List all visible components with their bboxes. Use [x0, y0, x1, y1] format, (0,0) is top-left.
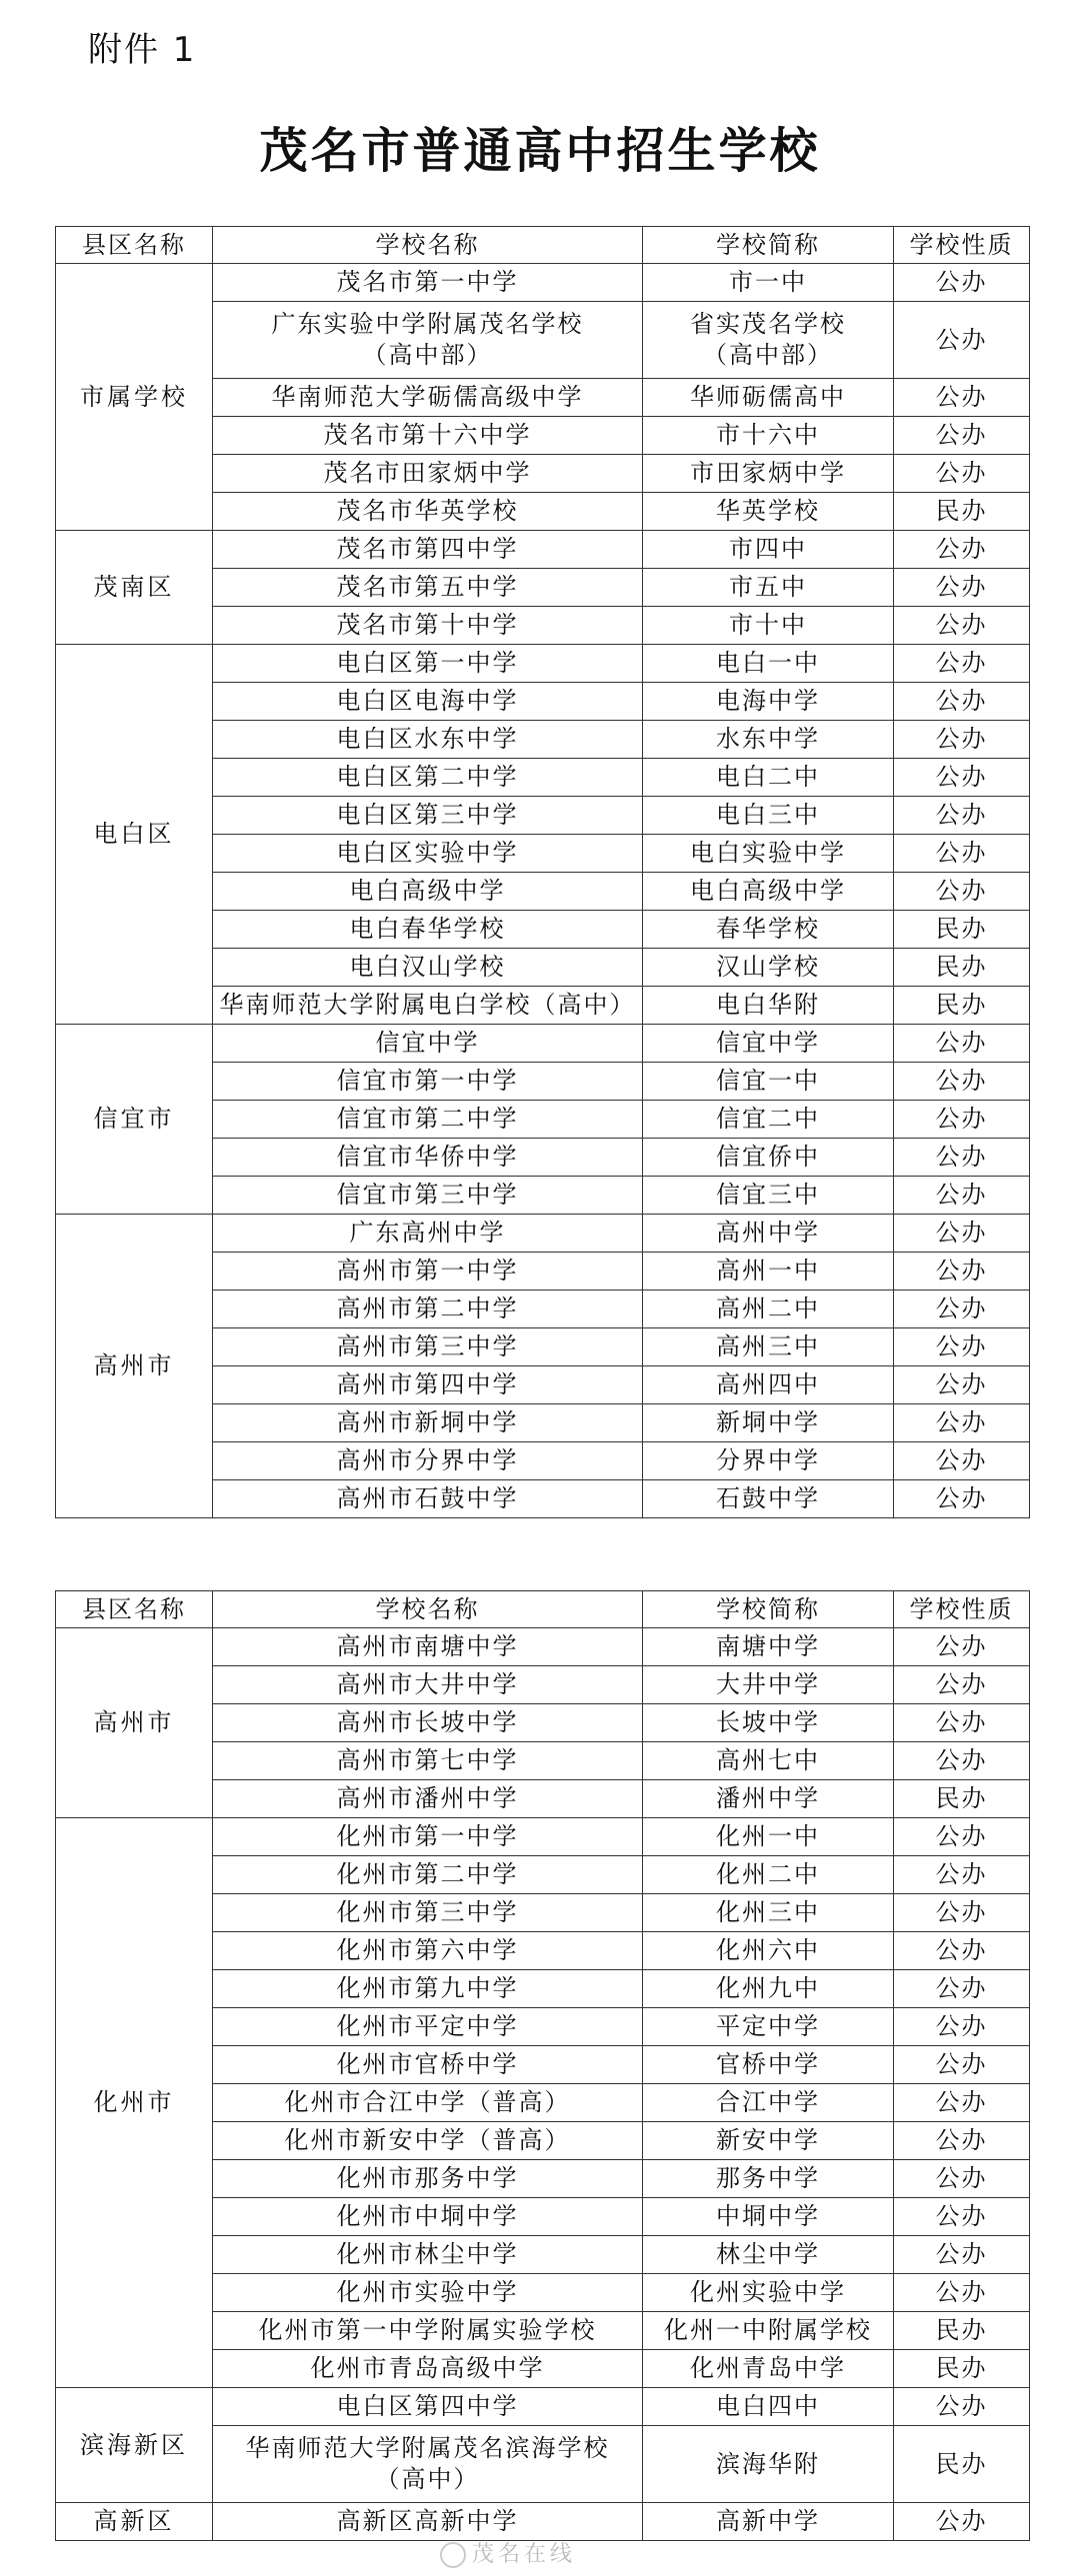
school-name-cell: 高州市大井中学	[213, 1666, 643, 1704]
school-short-name-cell: 那务中学	[643, 2160, 894, 2198]
school-name-cell: 高州市第三中学	[213, 1328, 643, 1366]
district-cell: 滨海新区	[56, 2388, 213, 2503]
school-name-cell: 高州市石鼓中学	[213, 1480, 643, 1518]
school-short-name-cell: 化州三中	[643, 1894, 894, 1932]
school-type-cell: 公办	[894, 2236, 1030, 2274]
school-name-cell: 高州市第四中学	[213, 1366, 643, 1404]
school-short-name-cell: 化州九中	[643, 1970, 894, 2008]
school-short-name-cell: 中垌中学	[643, 2198, 894, 2236]
school-name-cell: 电白高级中学	[213, 873, 643, 911]
col-header-school-name: 学校名称	[213, 227, 643, 264]
school-type-cell: 公办	[894, 2160, 1030, 2198]
school-type-cell: 公办	[894, 2198, 1030, 2236]
school-type-cell: 公办	[894, 379, 1030, 417]
school-type-cell: 公办	[894, 1742, 1030, 1780]
page-title: 茂名市普通高中招生学校	[259, 123, 821, 179]
school-name-cell: 高州市分界中学	[213, 1442, 643, 1480]
school-type-cell: 公办	[894, 873, 1030, 911]
school-name-cell: 华南师范大学附属茂名滨海学校 （高中）	[213, 2426, 643, 2503]
school-short-name-cell: 电白高级中学	[643, 873, 894, 911]
school-type-cell: 民办	[894, 949, 1030, 987]
school-type-cell: 民办	[894, 2312, 1030, 2350]
school-type-cell: 公办	[894, 645, 1030, 683]
school-short-name-cell: 化州一中	[643, 1818, 894, 1856]
school-type-cell: 公办	[894, 455, 1030, 493]
col-header-short-name: 学校简称	[643, 227, 894, 264]
school-short-name-cell: 高州三中	[643, 1328, 894, 1366]
school-name-cell: 华南师范大学附属电白学校（高中）	[213, 987, 643, 1025]
school-name-cell: 信宜市第一中学	[213, 1063, 643, 1101]
school-name-cell: 化州市第二中学	[213, 1856, 643, 1894]
school-type-cell: 公办	[894, 607, 1030, 645]
district-cell: 化州市	[56, 1818, 213, 2388]
school-short-name-cell: 南塘中学	[643, 1628, 894, 1666]
school-name-cell: 化州市那务中学	[213, 2160, 643, 2198]
school-type-cell: 公办	[894, 1704, 1030, 1742]
school-short-name-cell: 林尘中学	[643, 2236, 894, 2274]
school-name-cell: 化州市官桥中学	[213, 2046, 643, 2084]
school-type-cell: 公办	[894, 1025, 1030, 1063]
school-short-name-cell: 市十六中	[643, 417, 894, 455]
school-name-cell: 信宜市第三中学	[213, 1177, 643, 1215]
school-type-cell: 公办	[894, 2008, 1030, 2046]
school-short-name-cell: 高州七中	[643, 1742, 894, 1780]
school-short-name-cell: 高新中学	[643, 2503, 894, 2541]
school-short-name-cell: 春华学校	[643, 911, 894, 949]
school-short-name-cell: 水东中学	[643, 721, 894, 759]
schools-table-1	[55, 226, 1030, 1518]
school-name-cell: 信宜市华侨中学	[213, 1139, 643, 1177]
school-short-name-cell: 潘州中学	[643, 1780, 894, 1818]
school-name-cell: 高州市第一中学	[213, 1253, 643, 1290]
school-short-name-cell: 市田家炳中学	[643, 455, 894, 493]
school-short-name-cell: 电海中学	[643, 683, 894, 721]
school-type-cell: 公办	[894, 1666, 1030, 1704]
school-name-cell: 高新区高新中学	[213, 2503, 643, 2541]
school-name-cell: 化州市林尘中学	[213, 2236, 643, 2274]
col-header-school-type: 学校性质	[894, 227, 1030, 264]
school-name-cell: 信宜市第二中学	[213, 1101, 643, 1139]
school-name-cell: 高州市第二中学	[213, 1290, 643, 1328]
school-type-cell: 民办	[894, 2350, 1030, 2388]
school-type-cell: 公办	[894, 1442, 1030, 1480]
school-name-cell: 电白区第二中学	[213, 759, 643, 797]
col-header-short-name: 学校简称	[643, 1591, 894, 1628]
school-short-name-cell: 化州实验中学	[643, 2274, 894, 2312]
table-row	[56, 264, 1030, 302]
district-cell: 茂南区	[56, 531, 213, 645]
col-header-district: 县区名称	[56, 227, 213, 264]
district-cell: 电白区	[56, 645, 213, 1025]
school-type-cell: 公办	[894, 264, 1030, 302]
school-name-cell: 化州市新安中学（普高）	[213, 2122, 643, 2160]
school-name-cell: 化州市实验中学	[213, 2274, 643, 2312]
school-type-cell: 民办	[894, 911, 1030, 949]
table-row	[56, 1818, 1030, 1856]
school-type-cell: 公办	[894, 797, 1030, 835]
school-name-cell: 茂名市田家炳中学	[213, 455, 643, 493]
school-name-cell: 茂名市华英学校	[213, 493, 643, 531]
table-row	[56, 645, 1030, 683]
school-name-cell: 电白汉山学校	[213, 949, 643, 987]
school-short-name-cell: 平定中学	[643, 2008, 894, 2046]
school-type-cell: 公办	[894, 835, 1030, 873]
school-short-name-cell: 分界中学	[643, 1442, 894, 1480]
table-row	[56, 531, 1030, 569]
school-short-name-cell: 电白四中	[643, 2388, 894, 2426]
school-short-name-cell: 高州二中	[643, 1290, 894, 1328]
attachment-label: 附件 1	[88, 30, 197, 70]
district-cell: 高州市	[56, 1628, 213, 1818]
school-short-name-cell: 电白华附	[643, 987, 894, 1025]
school-name-cell: 高州市潘州中学	[213, 1780, 643, 1818]
school-name-cell: 高州市新垌中学	[213, 1404, 643, 1442]
school-name-cell: 高州市长坡中学	[213, 1704, 643, 1742]
school-short-name-cell: 汉山学校	[643, 949, 894, 987]
school-short-name-cell: 华英学校	[643, 493, 894, 531]
watermark-logo-icon	[440, 2542, 466, 2568]
watermark	[440, 2537, 576, 2568]
school-type-cell: 公办	[894, 1818, 1030, 1856]
school-name-cell: 化州市第三中学	[213, 1894, 643, 1932]
school-short-name-cell: 电白二中	[643, 759, 894, 797]
school-name-cell: 广东实验中学附属茂名学校 （高中部）	[213, 302, 643, 379]
school-type-cell: 公办	[894, 2122, 1030, 2160]
school-type-cell: 公办	[894, 1253, 1030, 1290]
school-short-name-cell: 信宜三中	[643, 1177, 894, 1215]
school-name-cell: 茂名市第四中学	[213, 531, 643, 569]
school-type-cell: 公办	[894, 1932, 1030, 1970]
schools-table-2	[55, 1590, 1030, 2541]
school-type-cell: 民办	[894, 2426, 1030, 2503]
school-type-cell: 公办	[894, 1101, 1030, 1139]
district-cell: 高新区	[56, 2503, 213, 2541]
school-short-name-cell: 化州一中附属学校	[643, 2312, 894, 2350]
school-short-name-cell: 信宜中学	[643, 1025, 894, 1063]
table-row	[56, 1215, 1030, 1253]
school-name-cell: 电白区电海中学	[213, 683, 643, 721]
school-short-name-cell: 市四中	[643, 531, 894, 569]
school-name-cell: 茂名市第十中学	[213, 607, 643, 645]
school-type-cell: 公办	[894, 417, 1030, 455]
col-header-school-name: 学校名称	[213, 1591, 643, 1628]
school-type-cell: 公办	[894, 531, 1030, 569]
table-row	[56, 1025, 1030, 1063]
watermark-text: 茂名在线	[472, 2542, 577, 2567]
school-short-name-cell: 化州青岛中学	[643, 2350, 894, 2388]
school-name-cell: 茂名市第五中学	[213, 569, 643, 607]
school-name-cell: 茂名市第一中学	[213, 264, 643, 302]
school-short-name-cell: 石鼓中学	[643, 1480, 894, 1518]
school-short-name-cell: 滨海华附	[643, 2426, 894, 2503]
school-type-cell: 公办	[894, 1970, 1030, 2008]
school-type-cell: 民办	[894, 987, 1030, 1025]
school-short-name-cell: 新安中学	[643, 2122, 894, 2160]
school-type-cell: 公办	[894, 1215, 1030, 1253]
school-name-cell: 化州市青岛高级中学	[213, 2350, 643, 2388]
school-name-cell: 信宜中学	[213, 1025, 643, 1063]
school-name-cell: 电白区第三中学	[213, 797, 643, 835]
school-short-name-cell: 信宜一中	[643, 1063, 894, 1101]
district-cell: 市属学校	[56, 264, 213, 531]
col-header-district: 县区名称	[56, 1591, 213, 1628]
school-name-cell: 化州市第一中学附属实验学校	[213, 2312, 643, 2350]
school-name-cell: 电白区实验中学	[213, 835, 643, 873]
school-short-name-cell: 电白三中	[643, 797, 894, 835]
school-name-cell: 高州市南塘中学	[213, 1628, 643, 1666]
school-type-cell: 公办	[894, 721, 1030, 759]
school-name-cell: 电白区水东中学	[213, 721, 643, 759]
col-header-school-type: 学校性质	[894, 1591, 1030, 1628]
school-short-name-cell: 官桥中学	[643, 2046, 894, 2084]
school-short-name-cell: 高州四中	[643, 1366, 894, 1404]
school-short-name-cell: 长坡中学	[643, 1704, 894, 1742]
school-short-name-cell: 新垌中学	[643, 1404, 894, 1442]
school-short-name-cell: 省实茂名学校 （高中部）	[643, 302, 894, 379]
school-name-cell: 化州市第六中学	[213, 1932, 643, 1970]
school-type-cell: 公办	[894, 1480, 1030, 1518]
school-short-name-cell: 高州中学	[643, 1215, 894, 1253]
school-name-cell: 化州市第一中学	[213, 1818, 643, 1856]
table-row	[56, 1628, 1030, 1666]
school-type-cell: 公办	[894, 2388, 1030, 2426]
school-name-cell: 华南师范大学砺儒高级中学	[213, 379, 643, 417]
table-header-row	[56, 227, 1030, 264]
school-type-cell: 公办	[894, 1856, 1030, 1894]
school-name-cell: 化州市中垌中学	[213, 2198, 643, 2236]
school-type-cell: 公办	[894, 1894, 1030, 1932]
school-short-name-cell: 信宜侨中	[643, 1139, 894, 1177]
school-type-cell: 民办	[894, 1780, 1030, 1818]
school-type-cell: 公办	[894, 1328, 1030, 1366]
school-type-cell: 公办	[894, 1366, 1030, 1404]
school-short-name-cell: 市五中	[643, 569, 894, 607]
school-short-name-cell: 电白一中	[643, 645, 894, 683]
school-type-cell: 公办	[894, 1628, 1030, 1666]
school-short-name-cell: 化州二中	[643, 1856, 894, 1894]
school-type-cell: 公办	[894, 569, 1030, 607]
school-type-cell: 民办	[894, 493, 1030, 531]
school-name-cell: 化州市合江中学（普高）	[213, 2084, 643, 2122]
school-type-cell: 公办	[894, 1290, 1030, 1328]
school-short-name-cell: 高州一中	[643, 1253, 894, 1290]
school-short-name-cell: 市一中	[643, 264, 894, 302]
school-type-cell: 公办	[894, 683, 1030, 721]
school-name-cell: 广东高州中学	[213, 1215, 643, 1253]
table-header-row	[56, 1591, 1030, 1628]
school-name-cell: 电白春华学校	[213, 911, 643, 949]
school-type-cell: 公办	[894, 302, 1030, 379]
school-type-cell: 公办	[894, 1177, 1030, 1215]
school-type-cell: 公办	[894, 2084, 1030, 2122]
school-short-name-cell: 华师砺儒高中	[643, 379, 894, 417]
table-row	[56, 2388, 1030, 2426]
school-type-cell: 公办	[894, 759, 1030, 797]
school-short-name-cell: 大井中学	[643, 1666, 894, 1704]
school-type-cell: 公办	[894, 2503, 1030, 2541]
school-short-name-cell: 市十中	[643, 607, 894, 645]
school-name-cell: 化州市第九中学	[213, 1970, 643, 2008]
school-name-cell: 化州市平定中学	[213, 2008, 643, 2046]
school-type-cell: 公办	[894, 1404, 1030, 1442]
school-name-cell: 高州市第七中学	[213, 1742, 643, 1780]
school-short-name-cell: 信宜二中	[643, 1101, 894, 1139]
district-cell: 高州市	[56, 1215, 213, 1518]
school-type-cell: 公办	[894, 1063, 1030, 1101]
school-short-name-cell: 合江中学	[643, 2084, 894, 2122]
school-type-cell: 公办	[894, 2046, 1030, 2084]
school-type-cell: 公办	[894, 2274, 1030, 2312]
school-name-cell: 茂名市第十六中学	[213, 417, 643, 455]
district-cell: 信宜市	[56, 1025, 213, 1215]
school-short-name-cell: 化州六中	[643, 1932, 894, 1970]
school-short-name-cell: 电白实验中学	[643, 835, 894, 873]
school-type-cell: 公办	[894, 1139, 1030, 1177]
school-name-cell: 电白区第四中学	[213, 2388, 643, 2426]
table-row	[56, 2503, 1030, 2541]
school-name-cell: 电白区第一中学	[213, 645, 643, 683]
